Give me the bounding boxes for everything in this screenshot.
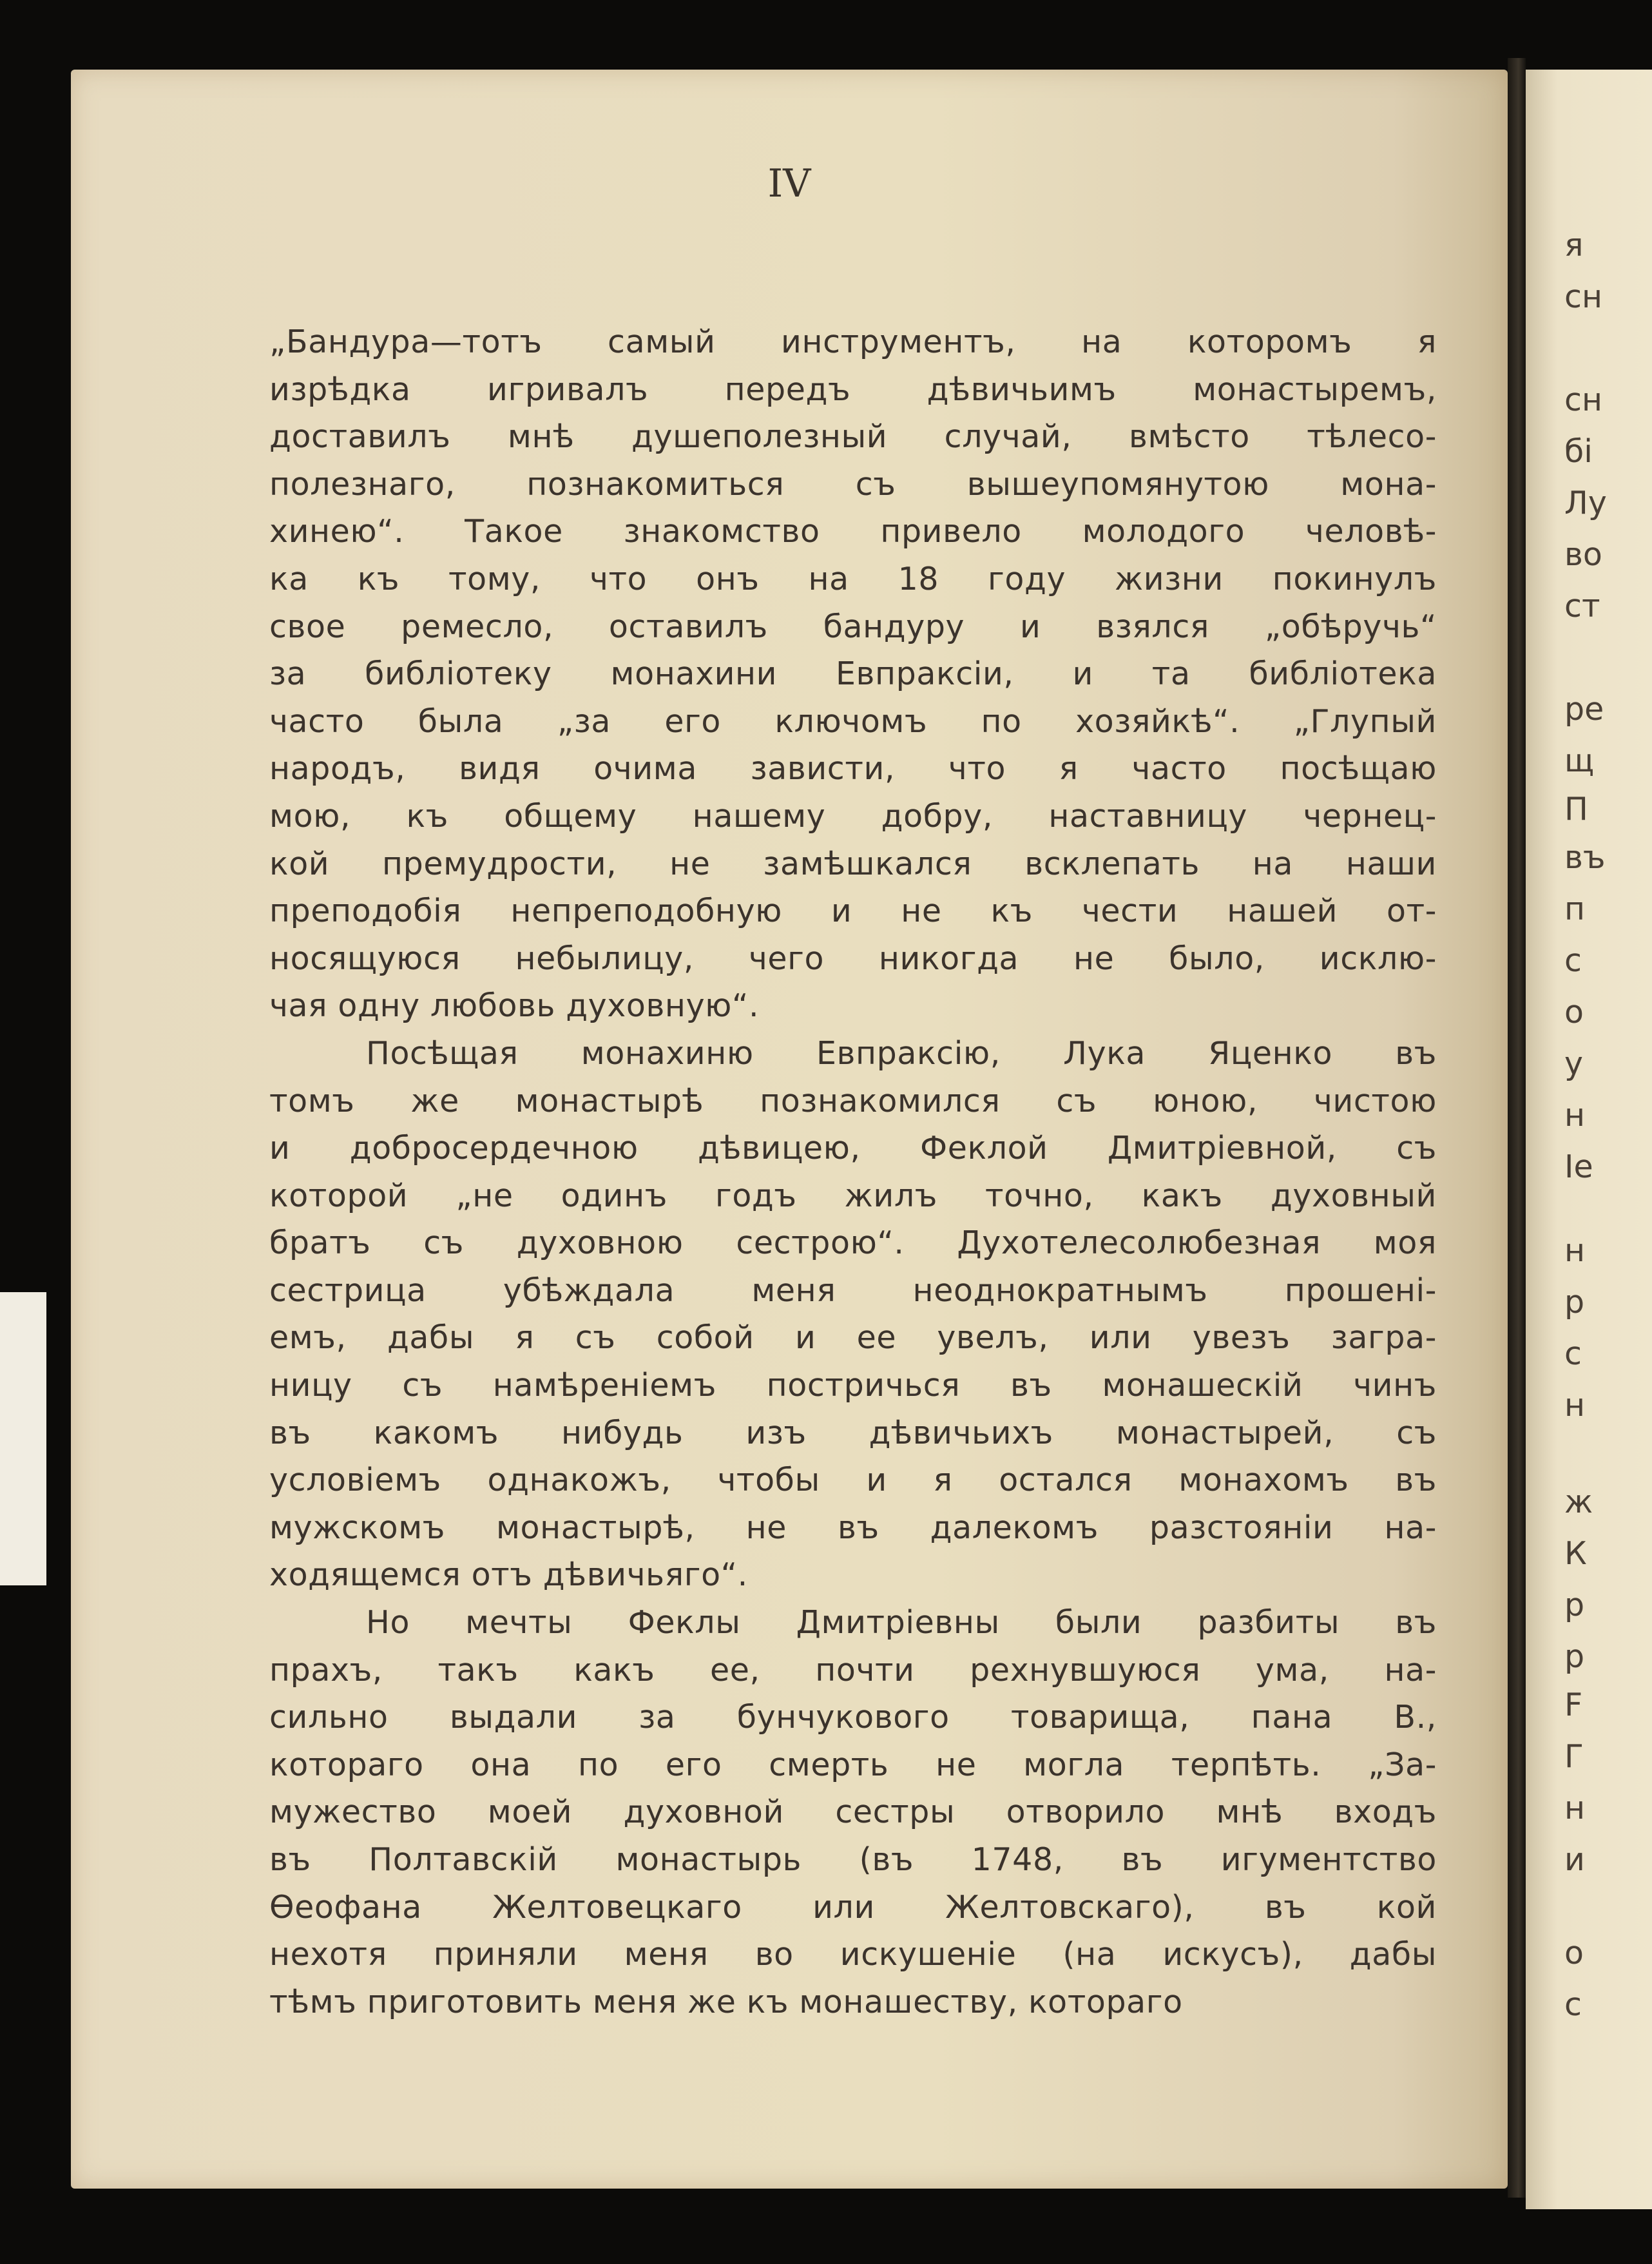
text-line: которой „не одинъ годъ жилъ точно, какъ духовный bbox=[269, 1177, 1437, 1214]
adjacent-page-text: р bbox=[1564, 1587, 1585, 1623]
text-line: мою, къ общему нашему добру, наставницу чернец- bbox=[269, 797, 1437, 835]
adjacent-page-text: о bbox=[1564, 994, 1584, 1030]
adjacent-page-text: н bbox=[1564, 1790, 1586, 1826]
text-line: преподобія непреподобную и не къ чести нашей от- bbox=[269, 893, 1437, 930]
text-line: мужскомъ монастырѣ, не въ далекомъ разстояніи на- bbox=[269, 1509, 1437, 1546]
text-line: Ѳеофана Желтовецкаго или Желтовскаго), въ кой bbox=[269, 1888, 1437, 1926]
text-line: Посѣщая монахиню Евпраксію, Лука Яценко въ bbox=[366, 1034, 1437, 1072]
text-line: ходящемся отъ дѣвичьяго“. bbox=[269, 1556, 748, 1594]
adjacent-page-text: П bbox=[1564, 791, 1588, 827]
adjacent-page-text: сн bbox=[1564, 382, 1602, 418]
adjacent-page-text: п bbox=[1564, 891, 1586, 927]
text-line: нехотя приняли меня во искушеніе (на искусъ), дабы bbox=[269, 1936, 1437, 1973]
adjacent-page-text: ре bbox=[1564, 691, 1604, 728]
text-line: сильно выдали за бунчукового товарища, пана В., bbox=[269, 1699, 1437, 1736]
adjacent-page-text: Лу bbox=[1564, 485, 1607, 521]
adjacent-page-text: н bbox=[1564, 1387, 1586, 1424]
text-line: за библіотеку монахини Евпраксіи, и та библіотека bbox=[269, 655, 1437, 693]
text-line: въ Полтавскій монастырь (въ 1748, въ игументство bbox=[269, 1841, 1437, 1878]
adjacent-page-text: F bbox=[1564, 1687, 1583, 1723]
page-number: IV bbox=[767, 161, 811, 206]
text-line: тѣмъ приготовить меня же къ монашеству, котораго bbox=[269, 1983, 1183, 2020]
adjacent-page-text: бі bbox=[1564, 433, 1593, 470]
adjacent-page-text: въ bbox=[1564, 839, 1606, 876]
paper-sticker bbox=[0, 1292, 46, 1585]
text-line: и добросердечною дѣвицею, Феклой Дмитріевной, съ bbox=[269, 1130, 1437, 1167]
adjacent-page-text: р bbox=[1564, 1638, 1585, 1675]
text-line: ка къ тому, что онъ на 18 году жизни покинулъ bbox=[269, 560, 1437, 597]
text-line: изрѣдка игривалъ передъ дѣвичьимъ монастыремъ, bbox=[269, 371, 1437, 408]
text-line: условіемъ однакожъ, чтобы и я остался монахомъ въ bbox=[269, 1462, 1437, 1499]
adjacent-page-text: с bbox=[1564, 1986, 1582, 2023]
adjacent-page-text: н bbox=[1564, 1097, 1586, 1134]
text-line: емъ, дабы я съ собой и ее увелъ, или увезъ загра- bbox=[269, 1319, 1437, 1357]
text-line: прахъ, такъ какъ ее, почти рехнувшуюся ума, на- bbox=[269, 1651, 1437, 1688]
adjacent-page-text: Г bbox=[1564, 1738, 1584, 1775]
text-line: народъ, видя очима зависти, что я часто посѣщаю bbox=[269, 750, 1437, 788]
adjacent-page-text: о bbox=[1564, 1935, 1584, 1971]
text-line: котораго она по его смерть не могла терпѣть. „За- bbox=[269, 1746, 1437, 1783]
adjacent-page-text: К bbox=[1564, 1535, 1587, 1572]
text-line: сестрица убѣждала меня неоднократнымъ прошені- bbox=[269, 1272, 1437, 1309]
adjacent-page-text: ж bbox=[1564, 1484, 1593, 1520]
book-page bbox=[71, 70, 1508, 2189]
text-line: Но мечты Феклы Дмитріевны были разбиты въ bbox=[366, 1604, 1437, 1641]
adjacent-page-text: ст bbox=[1564, 588, 1600, 624]
text-line: часто была „за его ключомъ по хозяйкѣ“. „Глупый bbox=[269, 702, 1437, 740]
text-line: кой премудрости, не замѣшкался всклепать на наши bbox=[269, 845, 1437, 882]
text-line: чая одну любовь духовную“. bbox=[269, 987, 760, 1025]
adjacent-page-edge bbox=[1526, 70, 1652, 2209]
text-line: хинею“. Такое знакомство привело молодого человѣ- bbox=[269, 513, 1437, 550]
text-line: въ какомъ нибудь изъ дѣвичьихъ монастырей, съ bbox=[269, 1414, 1437, 1451]
text-line: мужество моей духовной сестры отворило мнѣ входъ bbox=[269, 1794, 1437, 1831]
adjacent-page-text: во bbox=[1564, 536, 1602, 573]
adjacent-page-text: у bbox=[1564, 1045, 1583, 1082]
text-line: свое ремесло, оставилъ бандуру и взялся „обѣручь“ bbox=[269, 608, 1437, 645]
book-gutter bbox=[1508, 58, 1526, 2198]
text-line: томъ же монастырѣ познакомился съ юною, чистою bbox=[269, 1082, 1437, 1119]
text-line: ницу съ намѣреніемъ постричься въ монашескій чинъ bbox=[269, 1367, 1437, 1404]
body-text bbox=[269, 318, 1437, 2026]
adjacent-page-text: Іе bbox=[1564, 1148, 1593, 1185]
text-line: носящуюся небылицу, чего никогда не было, исклю- bbox=[269, 940, 1437, 977]
text-line: полезнаго, познакомиться съ вышеупомянутою мона- bbox=[269, 465, 1437, 503]
adjacent-page-text: сн bbox=[1564, 278, 1602, 315]
adjacent-page-text: я bbox=[1564, 227, 1584, 264]
text-line: доставилъ мнѣ душеполезный случай, вмѣсто тѣлесо- bbox=[269, 418, 1437, 456]
adjacent-page-text: с bbox=[1564, 1335, 1582, 1372]
adjacent-page-text: с bbox=[1564, 942, 1582, 979]
adjacent-page-text: н bbox=[1564, 1232, 1586, 1269]
adjacent-page-text: и bbox=[1564, 1841, 1585, 1878]
adjacent-page-text: р bbox=[1564, 1284, 1585, 1321]
text-line: „Бандура—тотъ самый инструментъ, на которомъ я bbox=[269, 324, 1437, 360]
text-line: братъ съ духовною сестрою“. Духотелесолюбезная моя bbox=[269, 1224, 1437, 1262]
adjacent-page-text: щ bbox=[1564, 742, 1595, 779]
